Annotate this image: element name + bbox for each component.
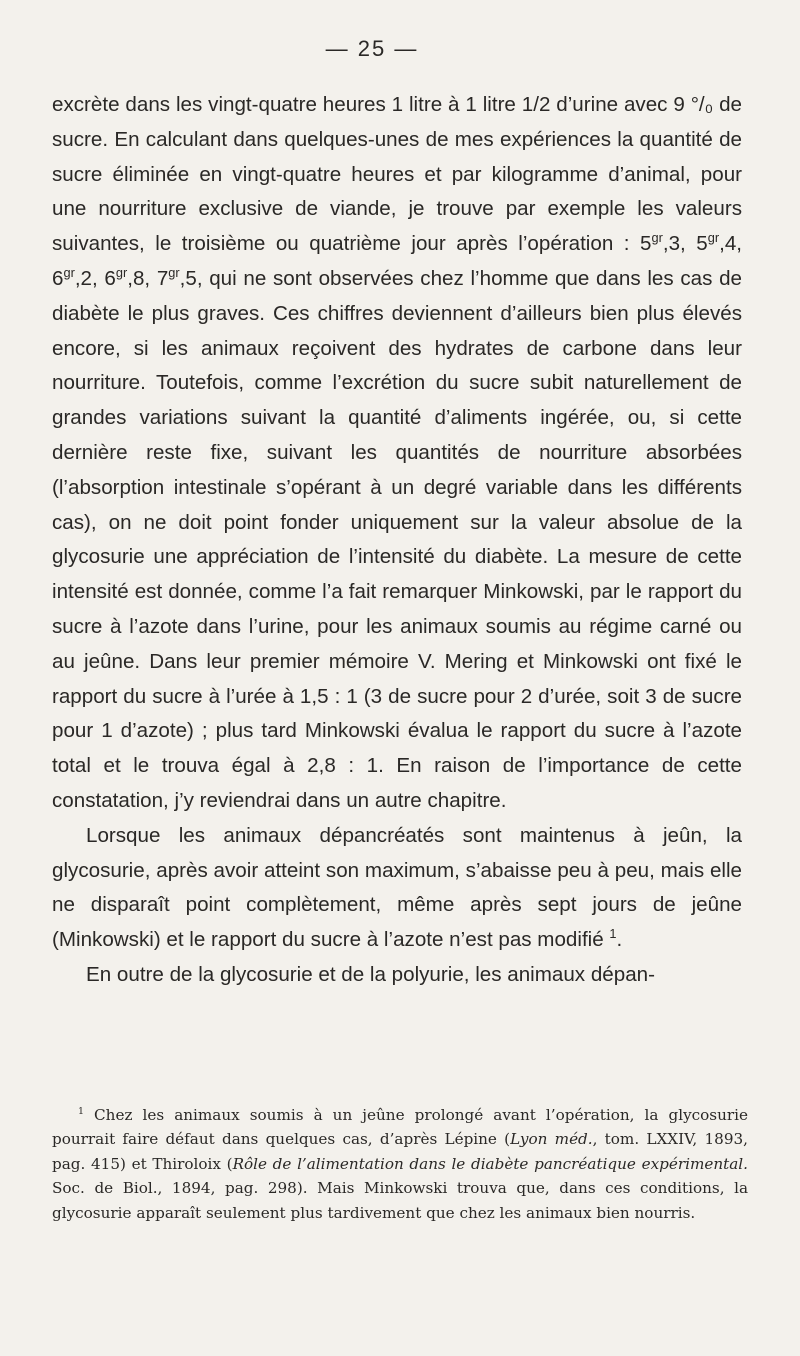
value-text: ,2, 6 — [74, 266, 116, 290]
footnote-marker: 1 — [78, 1105, 84, 1117]
footnote-text-c: Soc. de Biol., 1894, pag. 298). Mais Minkowski trouva que, dans ces conditions, la glycosurie apparaît seulement plus tardivement que chez les animaux bien nourris. — [52, 1179, 748, 1222]
unit-gr: gr — [651, 230, 663, 246]
paragraph-2-end: . — [616, 928, 623, 952]
paragraph-1-text-b: ,5, qui ne sont observées chez l’homme que dans les cas de diabète le plus graves. Ces chiffres deviennent d’ailleurs bien plus élevés encore, si les animaux reçoivent des hydrates de carbone dans leur nourriture. Toutefois, comme l’excrétion du sucre subit naturellement de grandes variations suivant la quantité d’aliments ingérée, ou, si cette dernière reste fixe, suivant les quantités de nourriture absorbées (l’absorption intestinale s’opérant à un degré variable dans les différents cas), on ne doit point fonder uniquement sur la valeur absolue de la glycosurie une appréciation de l’intensité du diabète. La mesure de cette intensité est donnée, comme l’a fait remarquer Minkowski, par le rapport du sucre à l’azote dans l’urine, pour les animaux soumis au régime carné ou au jeûne. Dans leur premier mémoire V. Mering et Minkowski ont fixé le rapport du sucre à l’urée à 1,5 : 1 (3 de sucre pour 2 d’urée, soit 3 de sucre pour 1 d’azote) ; plus tard Minkowski évalua le rapport du sucre à l’azote total et le trouva égal à 2,8 : 1. En raison de l’importance de cette constatation, j’y reviendrai dans un autre chapitre. — [52, 266, 743, 812]
unit-gr: gr — [707, 230, 720, 246]
unit-gr: gr — [115, 265, 128, 281]
paragraph-2-text: Lorsque les animaux dépancréatés sont maintenus à jeûn, la glycosurie, après avoir atteint son maximum, s’abaisse peu à peu, mais elle ne disparaît point complètement, même après sept jours de jeûne (Minkowski) et le rapport du sucre à l’azote n’est pas modifié — [52, 823, 742, 952]
value-text: ,3, 5 — [662, 232, 708, 256]
book-page — [52, 0, 764, 1356]
footnote-1 — [52, 1103, 748, 1225]
unit-gr: gr — [63, 265, 75, 281]
paragraph-3-text: En outre de la glycosurie et de la polyurie, les animaux dépan- — [86, 962, 655, 986]
value-text: ,8, 7 — [127, 266, 169, 290]
footnote-reference[interactable]: 1 — [609, 926, 617, 942]
footnotes — [52, 1103, 748, 1225]
footnote-citation: Rôle de l’alimentation dans le diabète pancréatique expérimental. — [232, 1154, 748, 1173]
paragraph-1-text-a: excrète dans les vingt-quatre heures 1 litre à 1 litre 1/2 d’urine avec 9 °/₀ de sucre. En calculant dans quelques-unes de mes expériences la quantité de sucre éliminée en vingt-quatre heures et par kilogramme d’animal, pour une nourriture exclusive de viande, je trouve par exemple les valeurs suivantes, le troisième ou quatrième jour après l’opération : 5 — [52, 93, 742, 256]
footnote-text-b: , tom. LXXIV, 1893, pag. 415) et Thiroloix ( — [52, 1130, 748, 1173]
paragraph-1 — [52, 88, 742, 819]
footnote-citation: Lyon méd. — [510, 1130, 593, 1149]
paragraph-3 — [52, 958, 742, 993]
main-text — [52, 88, 742, 993]
page-number: — 25 — — [325, 36, 419, 61]
footnote-text-a: Chez les animaux soumis à un jeûne prolongé avant l’opération, la glycosurie pourrait faire défaut dans quelques cas, d’après Lépine ( — [52, 1106, 748, 1149]
paragraph-2 — [52, 819, 742, 958]
value-text: ,4, 6 — [52, 232, 742, 290]
unit-gr: gr — [168, 265, 180, 281]
